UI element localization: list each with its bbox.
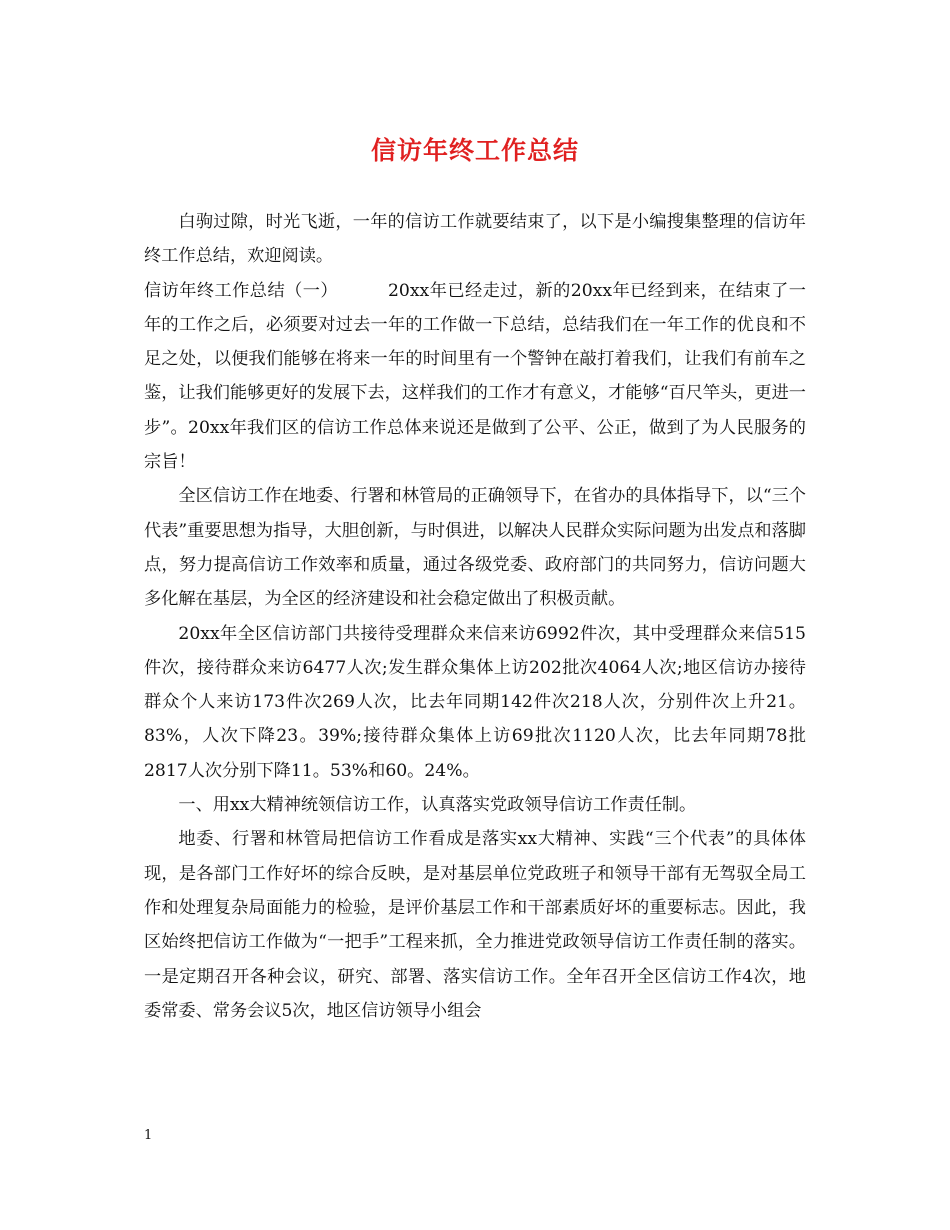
- section-text: 20xx年已经走过，新的20xx年已经到来，在结束了一年的工作之后，必须要对过去一年的工作做一下总结，总结我们在一年工作的优良和不足之处，以便我们能够在将来一年的时间里有一个警钟在敲打着我们，让我们有前车之鉴，让我们能够更好的发展下去，这样我们的工作才有意义，才能够“百尺竿头，更进一步”。20xx年我们区的信访工作总体来说还是做到了公平、公正，做到了为人民服务的宗旨！: [144, 280, 806, 473]
- section-heading: 信访年终工作总结（一）: [144, 280, 338, 301]
- statistics-paragraph: 20xx年全区信访部门共接待受理群众来信来访6992件次，其中受理群众来信515件次，接待群众来访6477人次;发生群众集体上访202批次4064人次;地区信访办接待群众个人来访173件次269人次，比去年同期142件次218人次，分别件次上升21。83%，人次下降23。39%;接待群众集体上访69批次1120人次，比去年同期78批2817人次分别下降11。53%和60。24%。: [144, 623, 806, 781]
- page-number: 1: [144, 1128, 153, 1143]
- responsibility-paragraph: 地委、行署和林管局把信访工作看成是落实xx大精神、实践“三个代表”的具体体现，是各部门工作好坏的综合反映，是对基层单位党政班子和领导干部有无驾驭全局工作和处理复杂局面能力的检验，是评价基层工作和干部素质好坏的重要标志。因此，我区始终把信访工作做为“一把手”工程来抓，全力推进党政领导信访工作责任制的落实。一是定期召开各种会议，研究、部署、落实信访工作。全年召开全区信访工作4次，地委常委、常务会议5次，地区信访领导小组会: [144, 829, 806, 1021]
- intro-paragraph: 白驹过隙，时光飞逝，一年的信访工作就要结束了，以下是小编搜集整理的信访年终工作总结，欢迎阅读。: [144, 212, 806, 267]
- document-body: [144, 205, 806, 1028]
- leadership-paragraph: 全区信访工作在地委、行署和林管局的正确领导下，在省办的具体指导下，以“三个代表”重要思想为指导，大胆创新，与时俱进，以解决人民群众实际问题为出发点和落脚点，努力提高信访工作效率和质量，通过各级党委、政府部门的共同努力，信访问题大多化解在基层，为全区的经济建设和社会稳定做出了积极贡献。: [144, 486, 806, 610]
- document-title: 信访年终工作总结: [370, 136, 579, 165]
- subheading-paragraph: 一、用xx大精神统领信访工作，认真落实党政领导信访工作责任制。: [178, 795, 697, 816]
- section-one-paragraph: [144, 274, 806, 480]
